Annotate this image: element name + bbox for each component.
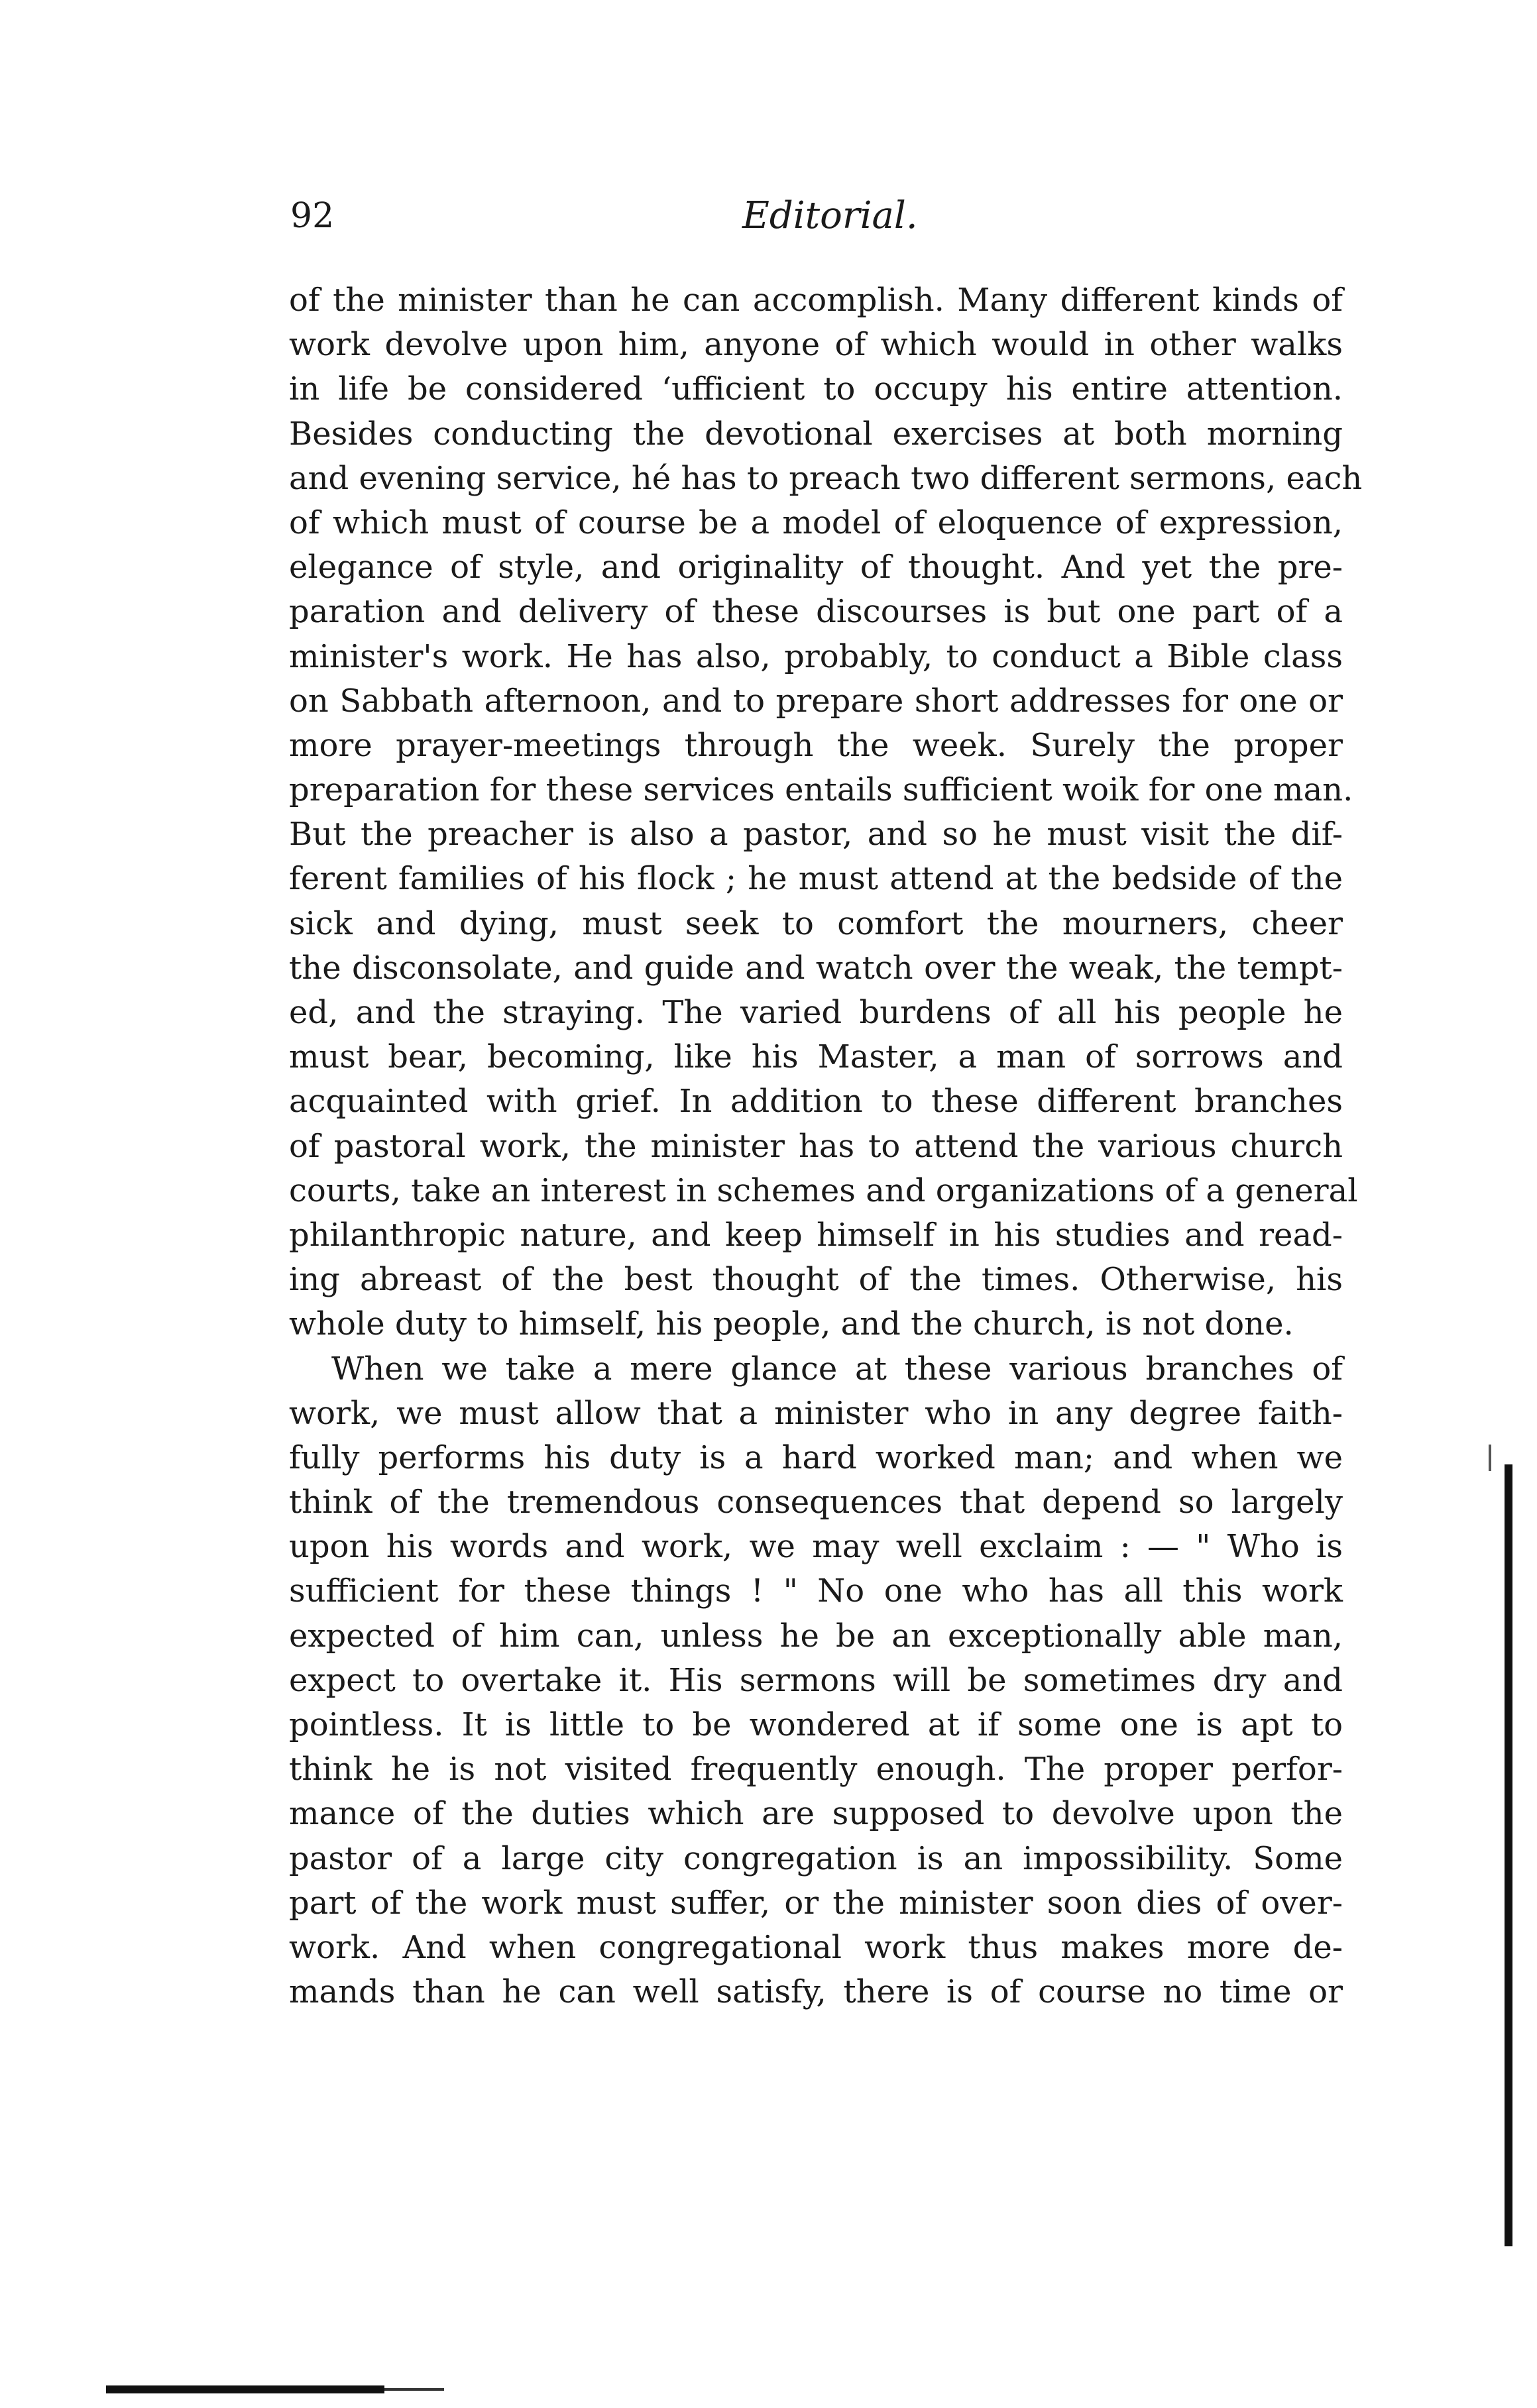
text-line: preparation for these services entails sufficient woik for one man. (289, 771, 1353, 809)
text-line: sick and dying, must seek to comfort the mourners, cheer (289, 904, 1343, 942)
text-line: expected of him can, unless he be an exceptionally able man, (289, 1617, 1343, 1655)
text-line: think he is not visited frequently enough. The proper perfor- (289, 1751, 1343, 1788)
text-line: sufficient for these things ! " No one who has all this work (289, 1572, 1343, 1610)
text-line: acquainted with grief. In addition to these different branches (289, 1083, 1343, 1121)
text-line: on Sabbath afternoon, and to prepare short addresses for one or (289, 682, 1343, 720)
scan-bottom-bar (106, 2385, 384, 2393)
text-line: courts, take an interest in schemes and organizations of a general (289, 1172, 1358, 1209)
text-line: upon his words and work, we may well exclaim : — " Who is (289, 1528, 1343, 1566)
body-text (289, 278, 1363, 2014)
text-line: paration and delivery of these discourses is but one part of a (289, 593, 1343, 631)
text-line: more prayer-meetings through the week. Surely the proper (289, 726, 1343, 764)
text-line: fully performs his duty is a hard worked man; and when we (289, 1439, 1343, 1476)
text-line: pointless. It is little to be wondered at if some one is apt to (289, 1706, 1343, 1743)
text-line: pastor of a large city congregation is an impossibility. Some (289, 1839, 1343, 1877)
text-line: When we take a mere glance at these various branches of (331, 1350, 1343, 1388)
text-line: minister's work. He has also, probably, to conduct a Bible class (289, 637, 1343, 675)
text-line: mance of the duties which are supposed to devolve upon the (289, 1795, 1343, 1833)
text-line: of pastoral work, the minister has to attend the various church (289, 1127, 1343, 1165)
text-line: think of the tremendous consequences that depend so largely (289, 1484, 1343, 1521)
text-line: and evening service, hé has to preach two different sermons, each (289, 459, 1363, 497)
scan-bottom-bar-tail (384, 2388, 444, 2391)
text-line: ing abreast of the best thought of the times. Otherwise, his (289, 1261, 1343, 1299)
text-line: work, we must allow that a minister who in any degree faith- (289, 1394, 1343, 1432)
text-line: ferent families of his flock ; he must attend at the bedside of the (289, 860, 1343, 898)
text-line: mands than he can well satisfy, there is of course no time or (289, 1973, 1343, 2011)
text-line: of the minister than he can accomplish. Many different kinds of (289, 282, 1343, 319)
paragraph (289, 278, 1363, 1347)
text-line: expect to overtake it. His sermons will be sometimes dry and (289, 1661, 1343, 1699)
text-line: elegance of style, and originality of thought. And yet the pre- (289, 549, 1343, 586)
scan-edge-shadow (1505, 1464, 1512, 2246)
scan-margin-mark (1489, 1445, 1491, 1471)
text-line: of which must of course be a model of eloquence of expression, (289, 504, 1343, 541)
text-line: work devolve upon him, anyone of which would in other walks (289, 326, 1343, 364)
text-line: Besides conducting the devotional exercises at both morning (289, 415, 1343, 453)
text-line: philanthropic nature, and keep himself in his studies and read- (289, 1216, 1343, 1254)
running-head-title: Editorial. (742, 194, 918, 237)
text-line: whole duty to himself, his people, and the church, is not done. (289, 1305, 1294, 1343)
text-line: in life be considered ‘ufficient to occupy his entire attention. (289, 370, 1343, 408)
text-line: the disconsolate, and guide and watch over the weak, the tempt- (289, 949, 1343, 987)
text-line: work. And when congregational work thus makes more de- (289, 1928, 1343, 1966)
text-line: must bear, becoming, like his Master, a man of sorrows and (289, 1038, 1343, 1076)
page-number: 92 (290, 196, 335, 236)
text-line: But the preacher is also a pastor, and so he must visit the dif- (289, 816, 1343, 853)
text-line: ed, and the straying. The varied burdens of all his people he (289, 994, 1343, 1031)
paragraph (289, 1347, 1343, 2015)
text-line: part of the work must suffer, or the minister soon dies of over- (289, 1884, 1343, 1922)
